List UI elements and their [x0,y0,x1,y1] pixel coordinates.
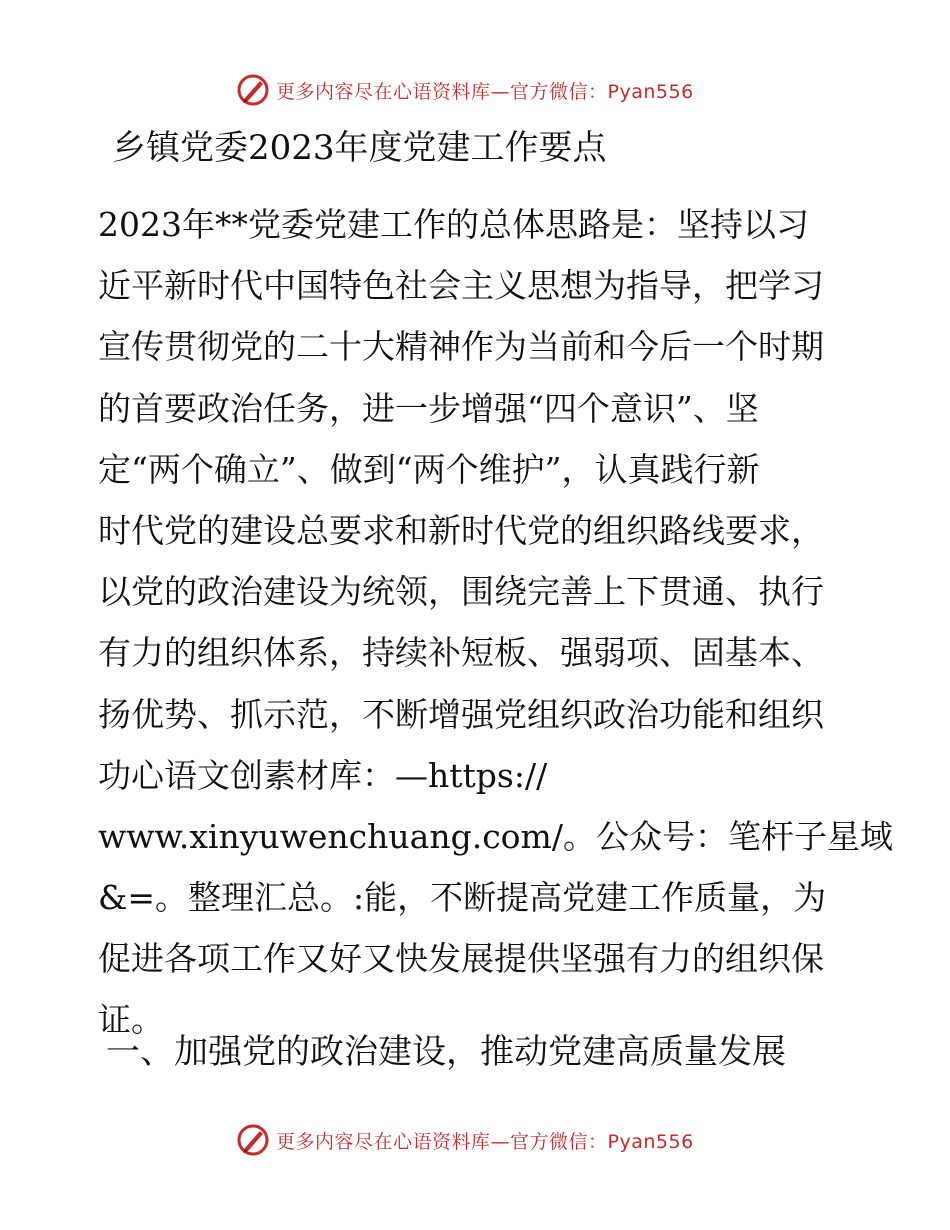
paragraph-line: 宣传贯彻党的二十大精神作为当前和今后一个时期 [98,327,824,367]
body-paragraph [98,194,893,1051]
footer-watermark [236,1122,736,1158]
paragraph-line: 扬优势、抓示范，不断增强党组织政治功能和组织 [98,694,824,734]
paragraph-line: 2023年**党委党建工作的总体思路是：坚持以习 [98,205,809,244]
paragraph-line: 以党的政治建设为统领，围绕完善上下贯通、执行 [98,572,824,612]
header-watermark [236,72,736,108]
paragraph-line: www.xinyuwenchuang.com/。公众号：笔杆子星域 [98,816,893,856]
paragraph-line: 功心语文创素材库：—https:// [98,755,548,795]
document-title: 乡镇党委2023年度党建工作要点 [112,128,607,168]
paragraph-line: &=。整理汇总。:能，不断提高党建工作质量，为 [98,878,827,918]
paragraph-line: 促进各项工作又好又快发展提供坚强有力的组织保 [98,939,824,979]
paragraph-line: 有力的组织体系，持续补短板、强弱项、固基本、 [98,633,824,673]
paragraph-line: 时代党的建设总要求和新时代党的组织路线要求， [98,510,824,550]
paragraph-line: 定“两个确立”、做到“两个维护”，认真践行新 [98,449,760,489]
pen-logo-icon [236,1123,270,1157]
watermark-text: 更多内容尽在心语资料库—官方微信：Pyan556 [276,80,694,103]
section-heading: 一、加强党的政治建设，推动党建高质量发展 [106,1032,786,1072]
paragraph-line: 证。 [98,1000,164,1040]
paragraph-line: 近平新时代中国特色社会主义思想为指导，把学习 [98,266,824,306]
pen-logo-icon [236,73,270,107]
paragraph-line: 的首要政治任务，进一步增强“四个意识”、坚 [98,388,759,428]
watermark-text: 更多内容尽在心语资料库—官方微信：Pyan556 [276,1130,694,1153]
